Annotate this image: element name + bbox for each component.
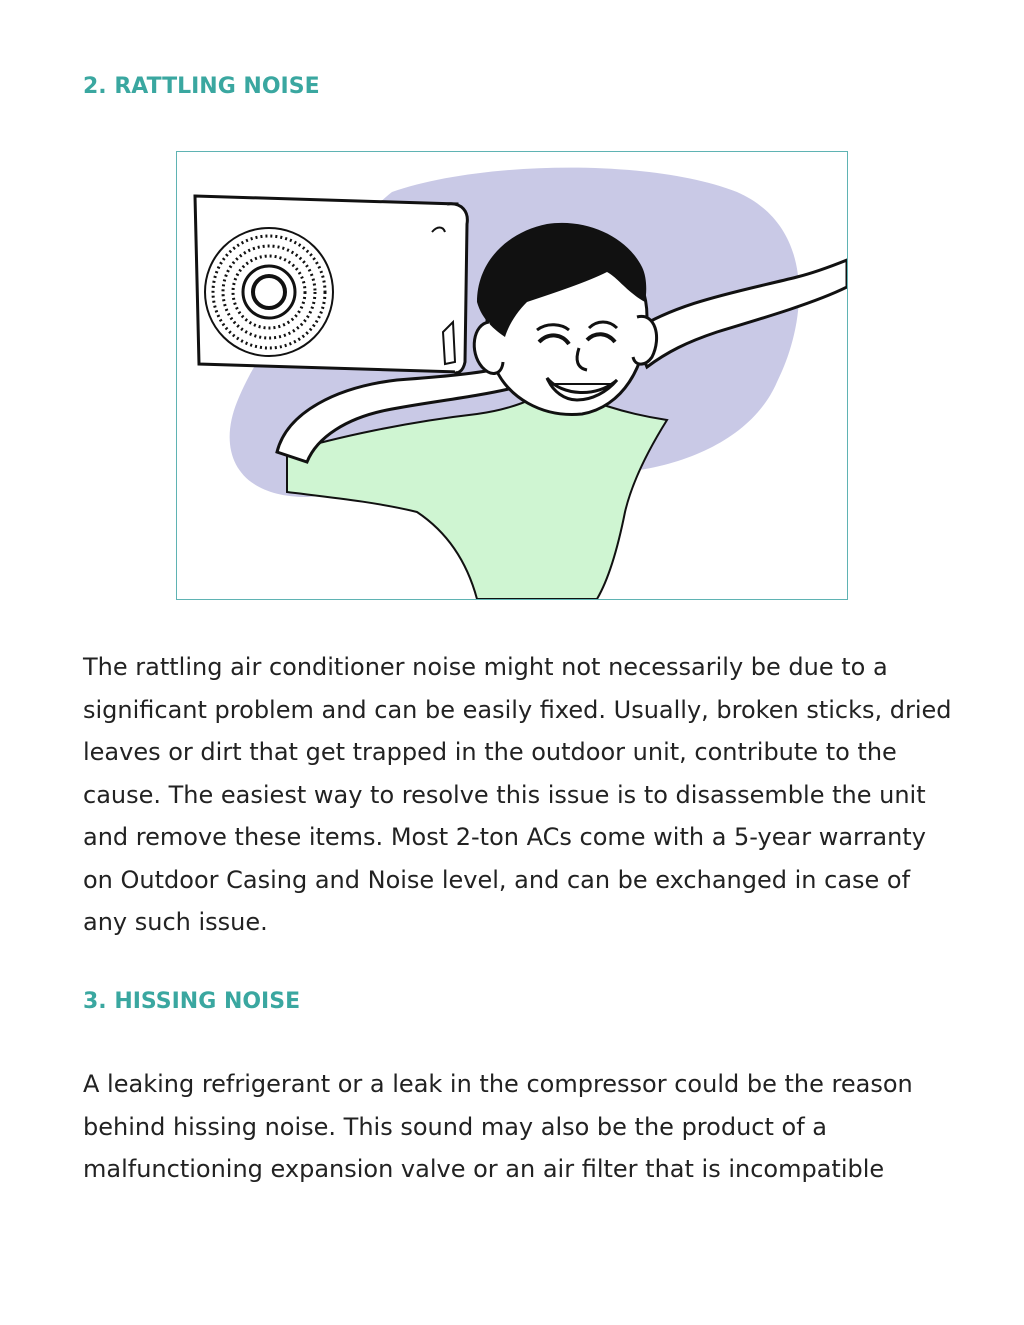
section-heading-hissing-noise: 3. HISSING NOISE xyxy=(83,989,301,1014)
illustration-frame xyxy=(176,151,848,600)
paragraph-hissing-noise: A leaking refrigerant or a leak in the compressor could be the reason behind hissing noise. This sound may also be the product of a malfunctioning expansion valve or an air filter that is incompatible xyxy=(83,1070,913,1183)
ac-unit-icon xyxy=(195,196,467,373)
section-heading-rattling-noise: 2. RATTLING NOISE xyxy=(83,74,320,99)
paragraph-rattling-noise: The rattling air conditioner noise might not necessarily be due to a significant problem and can be easily fixed. Usually, broken sticks, dried leaves or dirt that get trapped in the outdoor unit, contribute to the cause. The easiest way to resolve this issue is to disassemble the unit and remove these items. Most 2-ton ACs come with a 5-year warranty on Outdoor Casing and Noise level, and can be exchanged in case of any such issue. xyxy=(83,653,952,936)
man-covering-ears-illustration xyxy=(177,152,847,599)
